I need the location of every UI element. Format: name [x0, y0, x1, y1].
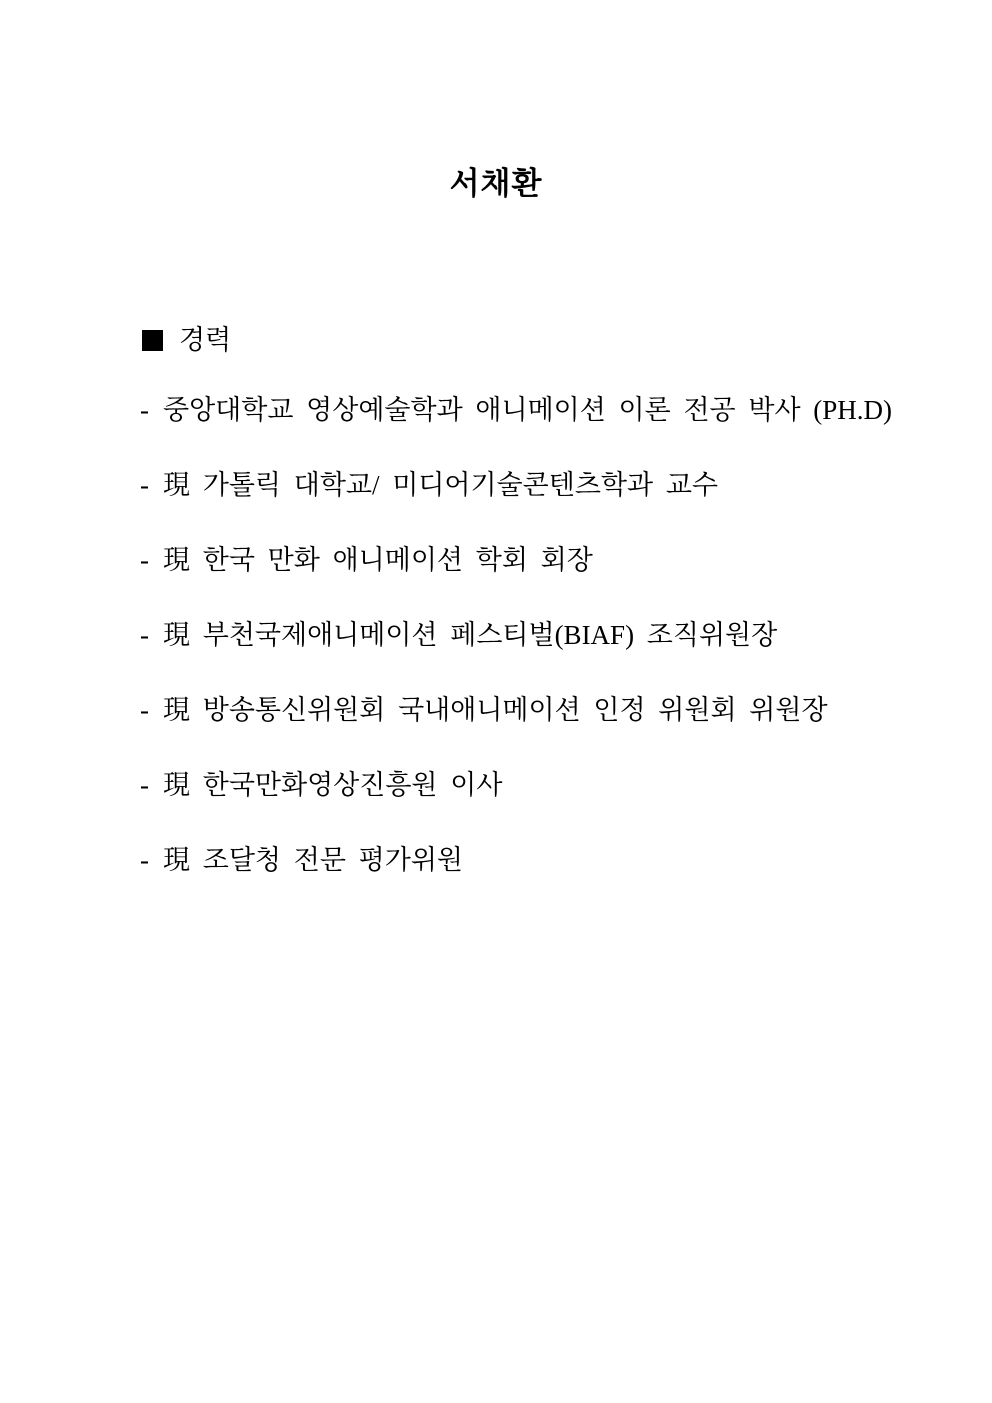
- dash-marker: -: [140, 545, 149, 575]
- list-item: [140, 768, 992, 802]
- section-header-career: [142, 323, 992, 357]
- career-item-text: 現 부천국제애니메이션 페스티벌(BIAF) 조직위원장: [163, 620, 778, 650]
- list-item: [140, 393, 992, 427]
- career-item-text: 現 가톨릭 대학교/ 미디어기술콘텐츠학과 교수: [163, 470, 718, 500]
- career-list: [140, 393, 992, 877]
- list-item: [140, 843, 992, 877]
- dash-marker: -: [140, 770, 149, 800]
- dash-marker: -: [140, 695, 149, 725]
- section-label: 경력: [179, 325, 232, 355]
- dash-marker: -: [140, 845, 149, 875]
- list-item: [140, 618, 992, 652]
- career-item-text: 現 한국 만화 애니메이션 학회 회장: [163, 545, 593, 575]
- black-square-icon: [142, 330, 163, 351]
- career-item-text: 現 한국만화영상진흥원 이사: [163, 770, 503, 800]
- dash-marker: -: [140, 620, 149, 650]
- list-item: [140, 543, 992, 577]
- list-item: [140, 693, 992, 727]
- career-item-text: 現 방송통신위원회 국내애니메이션 인정 위원회 위원장: [163, 695, 828, 725]
- dash-marker: -: [140, 395, 149, 425]
- list-item: [140, 468, 992, 502]
- dash-marker: -: [140, 470, 149, 500]
- page-title: 서채환: [449, 166, 543, 201]
- career-item-text: 現 조달청 전문 평가위원: [163, 845, 463, 875]
- career-item-text: 중앙대학교 영상예술학과 애니메이션 이론 전공 박사 (PH.D): [163, 395, 893, 425]
